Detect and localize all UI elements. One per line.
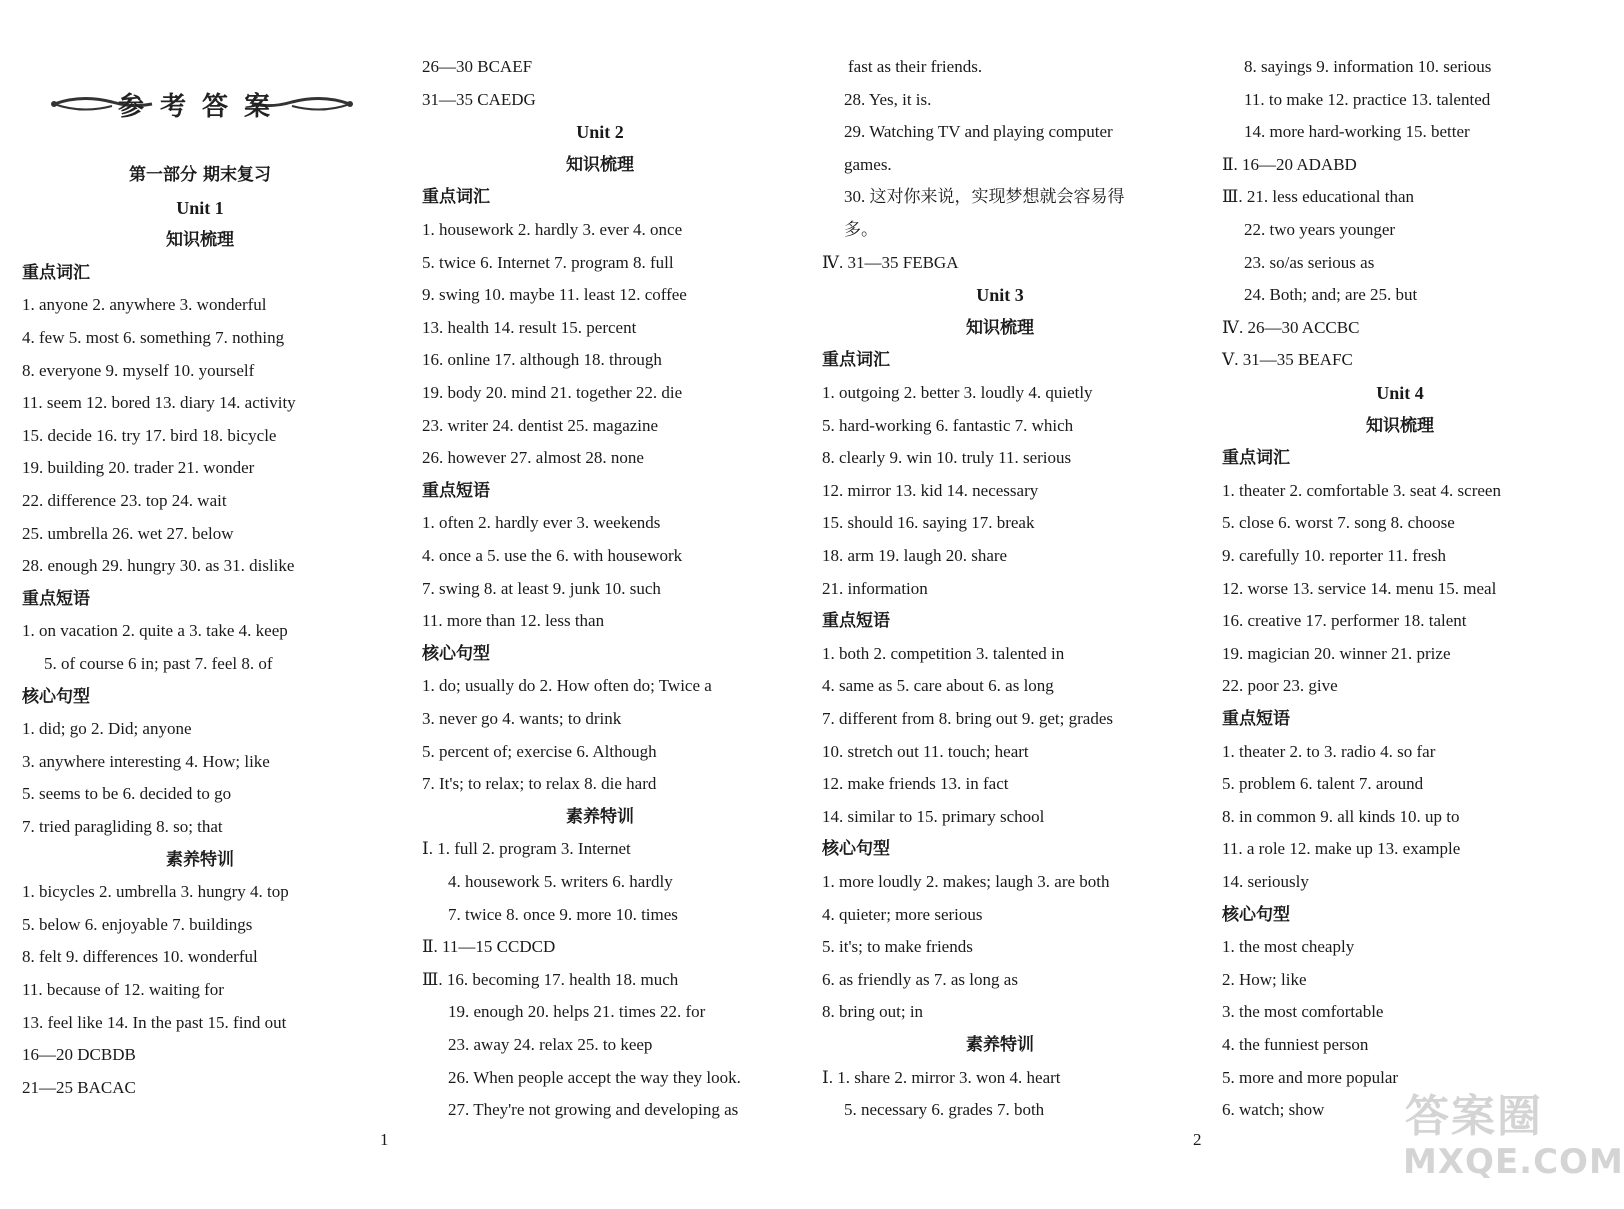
answer-line: 5. seems to be 6. decided to go: [22, 784, 232, 804]
answer-line: 第一部分 期末复习: [129, 165, 271, 185]
answer-line: 核心句型: [1222, 904, 1290, 925]
answer-line: 素养特训: [566, 806, 634, 827]
answer-line: 1. often 2. hardly ever 3. weekends: [422, 513, 661, 533]
answer-line: 8. bring out; in: [822, 1002, 924, 1022]
answer-line: 31—35 CAEDG: [422, 89, 536, 109]
answer-line: 14. similar to 15. primary school: [822, 806, 1045, 826]
answer-line: 5. hard-working 6. fantastic 7. which: [822, 415, 1074, 435]
answer-line: 5. it's; to make friends: [822, 937, 973, 957]
answer-line: 18. arm 19. laugh 20. share: [822, 546, 1008, 565]
answer-line: 13. feel like 14. In the past 15. find out: [22, 1012, 287, 1032]
answer-line: 核心句型: [422, 643, 490, 664]
answer-line: 重点短语: [22, 588, 90, 609]
answer-line: 1. outgoing 2. better 3. loudly 4. quietly: [822, 383, 1093, 402]
watermark-bottom-text: MXQE.COM: [1403, 1142, 1624, 1182]
answer-line: 知识梳理: [166, 230, 234, 251]
answer-line: 30. 这对你来说，实现梦想就会容易得: [844, 187, 1125, 207]
answer-line: 21. information: [822, 578, 928, 598]
answer-line: 1. housework 2. hardly 3. ever 4. once: [422, 220, 683, 239]
answer-line: 4. same as 5. care about 6. as long: [822, 676, 1054, 696]
answer-line: 1. on vacation 2. quite a 3. take 4. keep: [22, 621, 288, 641]
answer-line: 5. necessary 6. grades 7. both: [844, 1100, 1045, 1120]
answer-line: 8. sayings 9. information 10. serious: [1244, 57, 1492, 76]
answer-line: fast as their friends.: [848, 57, 983, 76]
answer-line: 23. writer 24. dentist 25. magazine: [422, 415, 659, 435]
answer-line: 5. more and more popular: [1222, 1067, 1399, 1087]
answer-line: 9. swing 10. maybe 11. least 12. coffee: [422, 285, 687, 305]
answer-line: 22. difference 23. top 24. wait: [22, 491, 227, 510]
answer-line: 7. swing 8. at least 9. junk 10. such: [422, 578, 661, 598]
answer-line: 4. few 5. most 6. something 7. nothing: [22, 328, 285, 347]
answer-line: 1. more loudly 2. makes; laugh 3. are both: [822, 872, 1110, 891]
answer-line: 1. the most cheaply: [1222, 937, 1355, 957]
answer-line: Ⅳ. 31—35 FEBGA: [822, 252, 959, 272]
answer-line: 7. tried paragliding 8. so; that: [22, 817, 223, 836]
answer-line: 14. seriously: [1222, 872, 1309, 891]
answer-line: 7. different from 8. bring out 9. get; grades: [822, 709, 1113, 728]
answer-line: 29. Watching TV and playing computer: [844, 122, 1113, 142]
answer-line: 3. never go 4. wants; to drink: [422, 709, 622, 728]
answer-line: 16. online 17. although 18. through: [422, 350, 662, 370]
answer-line: 重点词汇: [22, 262, 90, 283]
answer-line: 7. twice 8. once 9. more 10. times: [448, 904, 678, 924]
answer-line: 5. percent of; exercise 6. Although: [422, 741, 657, 761]
answer-line: 19. enough 20. helps 21. times 22. for: [448, 1002, 706, 1022]
answer-line: 21—25 BACAC: [22, 1077, 136, 1097]
answer-line: 核心句型: [822, 839, 890, 860]
answer-line: 12. make friends 13. in fact: [822, 774, 1009, 794]
answer-line: 6. watch; show: [1222, 1100, 1325, 1120]
answer-line: 8. felt 9. differences 10. wonderful: [22, 947, 258, 967]
answer-line: Unit 1: [176, 197, 224, 218]
answer-line: Ⅰ. 1. full 2. program 3. Internet: [422, 839, 631, 859]
answer-key-title-banner: [52, 82, 352, 126]
answer-line: 1. did; go 2. Did; anyone: [22, 719, 192, 739]
answer-line: 8. everyone 9. myself 10. yourself: [22, 360, 255, 380]
answer-line: 19. building 20. trader 21. wonder: [22, 458, 255, 478]
answer-line: 重点短语: [822, 611, 890, 632]
answer-line: 知识梳理: [1366, 415, 1434, 436]
answer-line: 8. clearly 9. win 10. truly 11. serious: [822, 448, 1072, 468]
answer-line: 5. problem 6. talent 7. around: [1222, 774, 1424, 794]
answer-line: 11. a role 12. make up 13. example: [1222, 839, 1461, 859]
answer-line: 5. below 6. enjoyable 7. buildings: [22, 914, 253, 934]
answer-line: 3. anywhere interesting 4. How; like: [22, 751, 270, 771]
answer-line: 1. bicycles 2. umbrella 3. hungry 4. top: [22, 882, 289, 902]
answer-line: 23. so/as serious as: [1244, 252, 1375, 272]
answer-line: Ⅲ. 16. becoming 17. health 18. much: [422, 969, 679, 989]
answer-line: 11. seem 12. bored 13. diary 14. activity: [22, 393, 296, 413]
answer-line: 重点短语: [1222, 709, 1290, 729]
answer-line: 7. It's; to relax; to relax 8. die hard: [422, 774, 657, 794]
answer-line: 3. the most comfortable: [1222, 1002, 1384, 1022]
answer-line: 1. theater 2. comfortable 3. seat 4. screen: [1222, 480, 1501, 500]
answer-line: 重点词汇: [422, 187, 490, 208]
answer-line: 核心句型: [22, 686, 90, 707]
answer-line: 4. housework 5. writers 6. hardly: [448, 872, 673, 891]
answer-line: 8. in common 9. all kinds 10. up to: [1222, 806, 1460, 826]
answer-line: 25. umbrella 26. wet 27. below: [22, 523, 234, 543]
answer-line: 4. the funniest person: [1222, 1035, 1369, 1054]
answer-line: 4. quieter; more serious: [822, 904, 983, 924]
answer-line: 知识梳理: [966, 317, 1034, 338]
answer-line: 24. Both; and; are 25. but: [1244, 285, 1418, 305]
answer-line: Unit 4: [1376, 383, 1424, 403]
answer-line: 重点词汇: [822, 350, 890, 371]
answer-line: 28. Yes, it is.: [844, 89, 932, 109]
answer-line: 19. magician 20. winner 21. prize: [1222, 643, 1451, 663]
answer-line: 13. health 14. result 15. percent: [422, 317, 637, 337]
answer-line: 26. When people accept the way they look.: [448, 1067, 741, 1087]
answer-line: 10. stretch out 11. touch; heart: [822, 741, 1029, 761]
answer-line: 15. should 16. saying 17. break: [822, 513, 1035, 533]
answer-line: 15. decide 16. try 17. bird 18. bicycle: [22, 425, 277, 445]
answer-line: 16—20 DCBDB: [22, 1045, 136, 1065]
answer-line: 19. body 20. mind 21. together 22. die: [422, 383, 683, 402]
answer-line: 12. worse 13. service 14. menu 15. meal: [1222, 578, 1497, 598]
page-number-left: 1: [380, 1130, 389, 1149]
page-number-right: 2: [1193, 1130, 1202, 1149]
answer-line: 26. however 27. almost 28. none: [422, 448, 644, 468]
watermark-logo: [1395, 1080, 1624, 1205]
answer-line: 11. to make 12. practice 13. talented: [1244, 89, 1491, 109]
answer-line: Unit 3: [976, 285, 1024, 306]
answer-line: 11. because of 12. waiting for: [22, 980, 224, 999]
answer-line: 1. anyone 2. anywhere 3. wonderful: [22, 295, 267, 315]
answer-line: 4. once a 5. use the 6. with housework: [422, 546, 683, 565]
answer-line: 27. They're not growing and developing as: [448, 1100, 739, 1120]
answer-line: 26—30 BCAEF: [422, 57, 533, 76]
answer-line: 5. twice 6. Internet 7. program 8. full: [422, 252, 674, 272]
answer-line: 重点短语: [422, 480, 490, 501]
answer-line: 23. away 24. relax 25. to keep: [448, 1035, 653, 1054]
answer-line: 16. creative 17. performer 18. talent: [1222, 611, 1467, 631]
answer-line: Ⅱ. 11—15 CCDCD: [422, 937, 556, 957]
answer-line: 11. more than 12. less than: [422, 611, 605, 631]
answer-line: 5. close 6. worst 7. song 8. choose: [1222, 513, 1455, 533]
answer-line: 14. more hard-working 15. better: [1244, 122, 1470, 142]
answer-line: 素养特训: [166, 849, 234, 870]
answer-line: Ⅰ. 1. share 2. mirror 3. won 4. heart: [822, 1067, 1061, 1087]
answer-line: 1. theater 2. to 3. radio 4. so far: [1222, 741, 1436, 761]
answer-line: Unit 2: [576, 122, 624, 143]
answer-line: 多。: [844, 220, 878, 239]
answer-line: 知识梳理: [566, 154, 634, 175]
answer-line: 2. How; like: [1222, 969, 1307, 989]
answer-line: 5. of course 6 in; past 7. feel 8. of: [44, 654, 273, 673]
answer-line: Ⅴ. 31—35 BEAFC: [1222, 350, 1353, 370]
answer-line: 28. enough 29. hungry 30. as 31. dislike: [22, 556, 295, 576]
answer-line: 素养特训: [966, 1035, 1034, 1055]
answer-line: 1. both 2. competition 3. talented in: [822, 643, 1065, 663]
answer-line: Ⅲ. 21. less educational than: [1222, 187, 1415, 207]
answer-line: 22. poor 23. give: [1222, 676, 1338, 696]
answer-line: 6. as friendly as 7. as long as: [822, 969, 1018, 989]
answer-line: 重点词汇: [1222, 448, 1290, 469]
answer-line: 22. two years younger: [1244, 220, 1396, 239]
answer-line: games.: [844, 154, 892, 174]
watermark-top-text: 答案圈: [1405, 1091, 1543, 1142]
answer-line: 12. mirror 13. kid 14. necessary: [822, 480, 1039, 500]
answer-line: 9. carefully 10. reporter 11. fresh: [1222, 546, 1447, 565]
page-title: 参考答案: [117, 92, 286, 122]
answer-line: Ⅳ. 26—30 ACCBC: [1222, 317, 1360, 337]
answer-line: Ⅱ. 16—20 ADABD: [1222, 154, 1357, 174]
answer-line: 1. do; usually do 2. How often do; Twice a: [422, 676, 712, 696]
